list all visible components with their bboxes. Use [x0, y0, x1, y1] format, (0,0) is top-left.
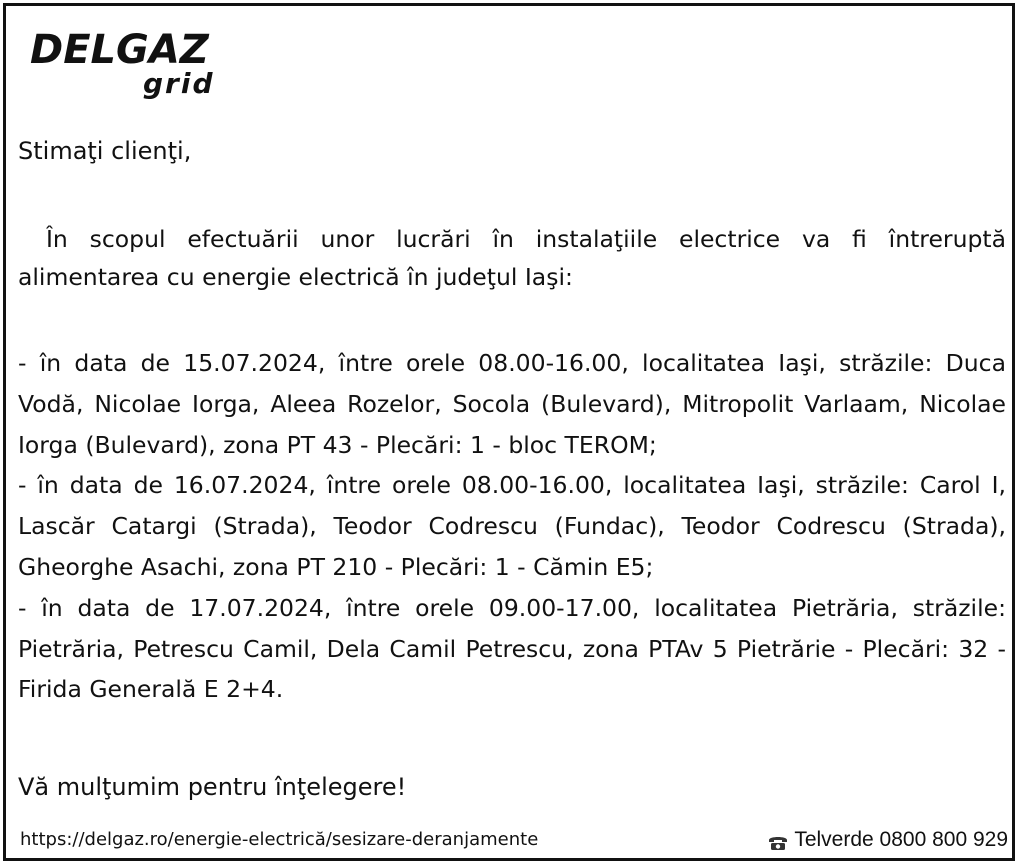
- greeting: Stimaţi clienţi,: [18, 137, 192, 165]
- phone-number[interactable]: Telverde 0800 800 929: [794, 828, 1008, 851]
- telephone-icon: [768, 832, 788, 848]
- footer-phone: [768, 827, 1008, 853]
- logo-brand: DELGAZ: [30, 27, 209, 73]
- intro-paragraph: În scopul efectuării unor lucrări în instalaţiile electrice va fi întreruptă alimentarea cu energie electrică în judeţul Iaşi:: [18, 225, 1006, 291]
- outage-item-2: - în data de 16.07.2024, între orele 08.00-16.00, localitatea Iaşi, străzile: Carol I, Lascăr Catargi (Strada), Teodor Codrescu (Fundac), Teodor Codrescu (Strada), Gheorghe Asachi, zona PT 210 - Plecări: 1 - Cămin E5;: [18, 471, 1006, 581]
- outage-list: [18, 343, 1006, 710]
- logo-sub: grid: [143, 67, 215, 100]
- footer-url-link[interactable]: https://delgaz.ro/energie-electrică/sesizare-deranjamente: [20, 829, 539, 850]
- outage-item-3: - în data de 17.07.2024, între orele 09.00-17.00, localitatea Pietrăria, străzile: Pietrăria, Petrescu Camil, Dela Camil Petrescu, zona PTAv 5 Pietrărie - Plecări: 32 - Firida Generală E 2+4.: [18, 593, 1006, 704]
- outage-item-1: - în data de 15.07.2024, între orele 08.00-16.00, localitatea Iaşi, străzile: Duca Vodă, Nicolae Iorga, Aleea Rozelor, Socola (Bulevard), Mitropolit Varlaam, Nicolae Iorga (Bulevard), zona PT 43 - Plecări: 1 - bloc TEROM;: [18, 349, 1006, 459]
- delgaz-grid-logo: [30, 22, 230, 107]
- thanks-text: Vă mulţumim pentru înţelegere!: [18, 773, 407, 801]
